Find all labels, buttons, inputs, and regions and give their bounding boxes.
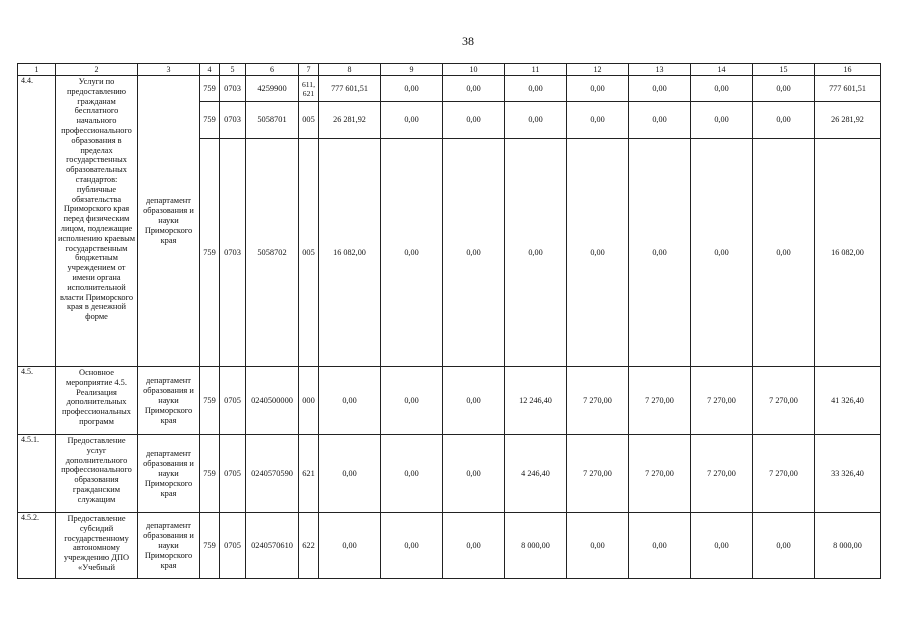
cell-c5: 0703 xyxy=(220,139,246,367)
value-cell: 0,00 xyxy=(629,76,691,102)
column-number: 15 xyxy=(753,64,815,76)
value-cell: 0,00 xyxy=(505,76,567,102)
cell-c4: 759 xyxy=(200,76,220,102)
value-cell: 7 270,00 xyxy=(691,435,753,513)
cell-c6: 5058701 xyxy=(246,102,299,139)
cell-c6: 5058702 xyxy=(246,139,299,367)
column-number: 3 xyxy=(138,64,200,76)
value-cell: 0,00 xyxy=(505,102,567,139)
cell-c4: 759 xyxy=(200,435,220,513)
column-number-row xyxy=(18,64,881,76)
value-cell: 0,00 xyxy=(753,102,815,139)
value-cell: 0,00 xyxy=(691,76,753,102)
column-number: 13 xyxy=(629,64,691,76)
row-description: Основное мероприятие 4.5. Реализация дополнительных профессиональных программ xyxy=(56,367,138,435)
value-cell: 0,00 xyxy=(505,139,567,367)
agency-cell: департамент образования и науки Приморского края xyxy=(138,513,200,579)
value-cell: 0,00 xyxy=(691,513,753,579)
value-cell: 4 246,40 xyxy=(505,435,567,513)
cell-c6: 4259900 xyxy=(246,76,299,102)
value-cell: 0,00 xyxy=(567,102,629,139)
value-cell: 777 601,51 xyxy=(319,76,381,102)
cell-c6: 0240500000 xyxy=(246,367,299,435)
value-cell: 0,00 xyxy=(753,76,815,102)
cell-c6: 0240570590 xyxy=(246,435,299,513)
column-number: 6 xyxy=(246,64,299,76)
value-cell: 41 326,40 xyxy=(815,367,881,435)
value-cell: 0,00 xyxy=(381,435,443,513)
column-number: 10 xyxy=(443,64,505,76)
cell-c7: 622 xyxy=(299,513,319,579)
value-cell: 0,00 xyxy=(381,139,443,367)
value-cell: 7 270,00 xyxy=(753,435,815,513)
column-number: 14 xyxy=(691,64,753,76)
table-row xyxy=(18,367,881,435)
value-cell: 33 326,40 xyxy=(815,435,881,513)
agency-cell: департамент образования и науки Приморского края xyxy=(138,435,200,513)
value-cell: 12 246,40 xyxy=(505,367,567,435)
value-cell: 0,00 xyxy=(443,139,505,367)
value-cell: 0,00 xyxy=(691,139,753,367)
cell-c7: 000 xyxy=(299,367,319,435)
table-row xyxy=(18,513,881,579)
row-number: 4.5.2. xyxy=(18,513,56,579)
row-number: 4.5. xyxy=(18,367,56,435)
value-cell: 26 281,92 xyxy=(815,102,881,139)
value-cell: 0,00 xyxy=(319,513,381,579)
value-cell: 0,00 xyxy=(753,513,815,579)
value-cell: 7 270,00 xyxy=(629,435,691,513)
page-number: 38 xyxy=(462,34,474,48)
column-number: 5 xyxy=(220,64,246,76)
budget-table xyxy=(17,63,881,579)
value-cell: 0,00 xyxy=(381,102,443,139)
cell-c4: 759 xyxy=(200,367,220,435)
value-cell: 0,00 xyxy=(443,513,505,579)
row-description: Предоставление субсидий государственному автономному учреждению ДПО «Учебный xyxy=(56,513,138,579)
value-cell: 0,00 xyxy=(381,76,443,102)
column-number: 1 xyxy=(18,64,56,76)
value-cell: 8 000,00 xyxy=(505,513,567,579)
cell-c5: 0705 xyxy=(220,513,246,579)
table-row xyxy=(18,435,881,513)
value-cell: 0,00 xyxy=(691,102,753,139)
value-cell: 0,00 xyxy=(567,139,629,367)
value-cell: 16 082,00 xyxy=(319,139,381,367)
table-row xyxy=(18,76,881,102)
value-cell: 0,00 xyxy=(629,102,691,139)
value-cell: 0,00 xyxy=(567,76,629,102)
row-description: Предоставление услуг дополнительного профессионального образования гражданским служащим xyxy=(56,435,138,513)
value-cell: 26 281,92 xyxy=(319,102,381,139)
value-cell: 0,00 xyxy=(567,513,629,579)
row-description: Услуги по предоставлению гражданам бесплатного начального профессионального образования в пределах государственных образовательных стандартов: публичные обязательства Приморского края перед физическим лицом, подлежащие исполнению краевым государственным бюджетным учреждением от имени органа исполнительной власти Приморского края в денежной форме xyxy=(56,76,138,367)
value-cell: 0,00 xyxy=(443,76,505,102)
value-cell: 0,00 xyxy=(319,435,381,513)
cell-c7: 005 xyxy=(299,139,319,367)
value-cell: 0,00 xyxy=(443,102,505,139)
column-number: 8 xyxy=(319,64,381,76)
cell-c5: 0705 xyxy=(220,435,246,513)
cell-c7: 005 xyxy=(299,102,319,139)
column-number: 11 xyxy=(505,64,567,76)
value-cell: 0,00 xyxy=(629,513,691,579)
cell-c7: 611, 621 xyxy=(299,76,319,102)
column-number: 16 xyxy=(815,64,881,76)
cell-c5: 0703 xyxy=(220,76,246,102)
column-number: 7 xyxy=(299,64,319,76)
column-number: 12 xyxy=(567,64,629,76)
cell-c7: 621 xyxy=(299,435,319,513)
cell-c4: 759 xyxy=(200,513,220,579)
value-cell: 0,00 xyxy=(381,513,443,579)
cell-c4: 759 xyxy=(200,139,220,367)
value-cell: 0,00 xyxy=(753,139,815,367)
value-cell: 7 270,00 xyxy=(567,435,629,513)
column-number: 9 xyxy=(381,64,443,76)
column-number: 4 xyxy=(200,64,220,76)
column-number: 2 xyxy=(56,64,138,76)
value-cell: 16 082,00 xyxy=(815,139,881,367)
value-cell: 0,00 xyxy=(443,435,505,513)
value-cell: 8 000,00 xyxy=(815,513,881,579)
cell-c6: 0240570610 xyxy=(246,513,299,579)
value-cell: 0,00 xyxy=(629,139,691,367)
value-cell: 0,00 xyxy=(381,367,443,435)
row-number: 4.4. xyxy=(18,76,56,367)
value-cell: 0,00 xyxy=(319,367,381,435)
agency-cell: департамент образования и науки Приморского края xyxy=(138,76,200,367)
value-cell: 0,00 xyxy=(443,367,505,435)
row-number: 4.5.1. xyxy=(18,435,56,513)
value-cell: 777 601,51 xyxy=(815,76,881,102)
agency-cell: департамент образования и науки Приморского края xyxy=(138,367,200,435)
cell-c5: 0703 xyxy=(220,102,246,139)
cell-c5: 0705 xyxy=(220,367,246,435)
value-cell: 7 270,00 xyxy=(629,367,691,435)
cell-c4: 759 xyxy=(200,102,220,139)
value-cell: 7 270,00 xyxy=(753,367,815,435)
value-cell: 7 270,00 xyxy=(567,367,629,435)
value-cell: 7 270,00 xyxy=(691,367,753,435)
